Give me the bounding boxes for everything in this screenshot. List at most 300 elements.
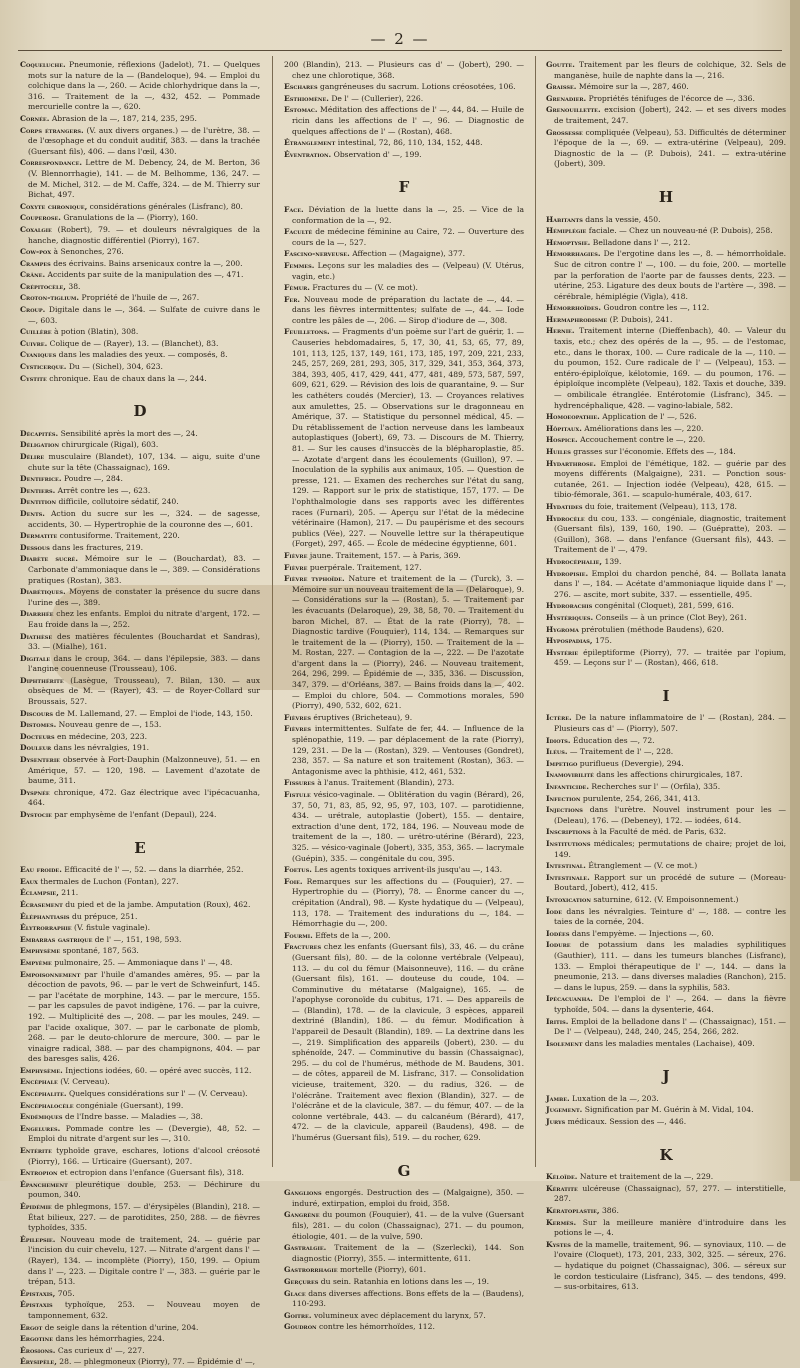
entry-text: médicaux. Session des —, 446.: [567, 1117, 687, 1127]
index-entry: [284, 295, 524, 327]
index-entry: [20, 1334, 260, 1345]
entry-heading: Eaux: [20, 876, 38, 886]
entry-heading: Cuivre.: [20, 338, 48, 348]
entry-heading: Hospice.: [546, 435, 578, 445]
entry-text: dans les fractures, 219.: [52, 542, 144, 552]
entry-text: et ectropion dans l'enfance (Guersant fils), 318.: [60, 1168, 244, 1178]
entry-heading: Dermatite: [20, 531, 58, 541]
entry-text: du foie, traitement (Velpeau), 113, 178.: [584, 501, 737, 511]
entry-heading: Kystes: [546, 1239, 571, 1249]
entry-heading: Grenouillette.: [546, 105, 601, 115]
index-entry: [546, 895, 786, 906]
entry-text: du cou, 133. — congéniale, diagnostic, traitement (Guersant fils), 139, 160, 190. — (Guépratte), 203. — (Guillon), 368. — dans l'enfance (Guersant fils), 443. — Traitement de l' —, 479.: [554, 513, 787, 555]
entry-text: Mémoire sur la —, 287, 460.: [578, 82, 689, 92]
entry-heading: Inscriptions: [546, 827, 591, 837]
entry-heading: Entérite: [20, 1146, 52, 1156]
entry-heading: Impetigo: [546, 758, 578, 768]
entry-heading: Intoxication: [546, 894, 591, 904]
entry-text: à la Faculté de méd. de Paris, 632.: [593, 827, 727, 837]
index-entry: [20, 609, 260, 630]
index-entry: [546, 794, 786, 805]
entry-heading: Décapités.: [20, 428, 59, 438]
entry-heading: Ictère.: [546, 713, 572, 723]
entry-text: dans les hémorrhagies, 224.: [55, 1334, 165, 1344]
entry-heading: Dessous: [20, 542, 50, 552]
entry-text: Application de l' —, 526.: [602, 412, 697, 422]
entry-text: Poudre —, 284.: [63, 474, 123, 484]
section-letter: E: [134, 838, 146, 857]
entry-text: congéniale (Guersant), 199.: [75, 1100, 184, 1110]
entry-text: à l'anus. Traitement (Blandin), 273.: [317, 778, 455, 788]
entry-heading: Déligation: [20, 440, 60, 450]
entry-heading: Jugement.: [546, 1105, 583, 1115]
entry-heading: Fièvres: [284, 724, 311, 734]
page-number: — 2 —: [370, 30, 430, 48]
entry-heading: Étranglement: [284, 138, 336, 148]
index-entry: [546, 940, 786, 993]
entry-heading: Hémorrhoïdes.: [546, 303, 602, 313]
entry-heading: Encéphalocèle: [20, 1100, 74, 1110]
entry-heading: Douleur: [20, 743, 52, 753]
entry-text: du prépuce, 251.: [71, 911, 138, 921]
index-entry: [20, 247, 260, 258]
index-entry: [546, 303, 786, 314]
index-entry: [284, 1289, 524, 1310]
entry-text: Moyens de constater la présence du sucre dans l'urine des —, 389.: [28, 587, 260, 607]
entry-heading: Emphysème.: [20, 1065, 63, 1075]
entry-text: jaune. Traitement, 157. — à Paris, 369.: [309, 550, 461, 560]
entry-heading: Digitale: [20, 653, 51, 663]
entry-heading: Grossesse: [546, 127, 583, 137]
entry-text: Accouchement contre le —, 220.: [580, 435, 706, 445]
entry-heading: Hydropisie.: [546, 568, 589, 578]
index-entry: [284, 1322, 524, 1333]
entry-text: 139.: [604, 556, 622, 566]
entry-text: en médecine, 203, 223.: [57, 731, 147, 741]
entry-heading: Hygroma: [546, 624, 579, 634]
entry-text: (Robert), 79. — et douleurs névralgiques de la hanche, diagnostic différentiel (Piorry), 167.: [28, 224, 260, 245]
entry-text: contusiforme. Traitement, 220.: [59, 531, 180, 541]
index-entry: [284, 563, 524, 574]
entry-text: vésico-vaginale. — Oblitération du vagin (Bérard), 26, 37, 50, 71, 83, 85, 92, 95, 97, 103, 107. — parotidienne, 434. — urétrale, autoplastie (Jobert), 155. — dentaire, extraction d'une dent, 172, 184, 196. — Nouveau mode de traitement de la —, 180. — urétro-utérine (Bérard), 223, 325. — vésico-vaginale (Jobert), 335, 353, 365. — lacrymale (Guépin), 335. — congénitale du cou, 395.: [292, 790, 525, 863]
entry-text: Conseils — à un prince (Clot Bey), 261.: [595, 612, 747, 622]
entry-text: compliquée (Velpeau), 53. Difficultés de déterminer l'époque de la —, 69. — extra-utérine (Velpeau), 209. Diagnostic de la — (P. Dubois), 241. — extra-utérine (Jobert), 309.: [554, 127, 786, 169]
index-entry: [20, 305, 260, 326]
entry-text: dans les névralgies, 191.: [53, 743, 150, 753]
entry-text: dans les maladies des yeux. — composés, 8.: [58, 350, 228, 360]
entry-text: de M. Lallemand, 27. — Emploi de l'iode, 143, 150.: [55, 708, 253, 718]
index-entry: [284, 94, 524, 105]
entry-text: de l'Indre basse. — Maladies —, 38.: [64, 1112, 203, 1122]
index-entry: [20, 1180, 260, 1201]
index-entry: [20, 158, 260, 200]
entry-heading: Écrasement: [20, 899, 63, 909]
entry-text: Du — (Sichel), 304, 623.: [68, 362, 163, 372]
index-entry: [20, 1101, 260, 1112]
index-entry: [20, 654, 260, 675]
index-entry: [546, 82, 786, 93]
index-entry: [546, 514, 786, 556]
index-entry: [284, 1311, 524, 1322]
index-entry: [20, 1357, 260, 1368]
entry-text: De l'ergotine dans les —, 8. — hémorrhoïdale. Suc de citron contre l' —, 100. — du foie, 200. — mortelle par la perforation de l'aorte par de fausses dents, 223. — utérine, 253. Ligature des deux bouts de l'artère —, 398. — cérébrale, hémiplégie (Vigla), 418.: [554, 249, 786, 301]
entry-text: considérations générales (Lisfranc), 80.: [89, 201, 243, 211]
entry-heading: Couperose.: [20, 213, 61, 223]
entry-heading: Feuilletons.: [284, 327, 330, 337]
index-entry: [20, 225, 260, 246]
entry-heading: Iode: [546, 906, 563, 916]
entry-heading: Goutte.: [546, 60, 575, 69]
entry-heading: Iléus.: [546, 747, 568, 757]
entry-text: mortelle (Piorry), 601.: [339, 1265, 427, 1275]
entry-text: Améliorations dans les —, 220.: [584, 423, 704, 433]
entry-text: Goudron contre les —, 112.: [603, 303, 710, 313]
entry-heading: Diabétiques.: [20, 587, 66, 597]
entry-heading: Dystocie: [20, 810, 52, 819]
entry-text: puerpérale. Traitement, 127.: [309, 562, 422, 572]
index-column-3: [546, 60, 787, 1292]
entry-heading: Infection: [546, 793, 581, 803]
entry-text: pleurétique double, 253. — Déchirure du poumon, 340.: [28, 1179, 260, 1200]
index-entry: [20, 270, 260, 281]
entry-heading: Épistaxis,: [20, 1288, 56, 1298]
entry-text: Emploi du chardon penché, 84. — Bollata lanata dans l' —, 184. — Acétate d'ammoniaque liquide dans l' —, 276. — ascite, mort subite, 337. — essentielle, 495.: [554, 568, 786, 599]
entry-text: Fractures du — (V. ce mot).: [312, 283, 418, 293]
index-entry: [20, 788, 260, 809]
index-entry: [284, 1243, 524, 1264]
index-entry: [546, 601, 786, 612]
index-entry: [20, 865, 260, 876]
entry-text: Action du sucre sur les —, 324. — de sagesse, accidents, 30. — Hypertrophie de la couronne des —, 601.: [28, 508, 261, 529]
entry-heading: Docteurs: [20, 731, 55, 741]
entry-heading: Diphthérite: [20, 675, 64, 685]
section-letter: F: [398, 178, 410, 197]
entry-text: (P. Dubois), 241.: [609, 314, 673, 324]
index-entry: [546, 613, 786, 624]
entry-heading: Isolement: [546, 1038, 583, 1048]
entry-heading: Coxalgie: [20, 224, 52, 234]
entry-text: dans les névralgies. Teinture d' —, 188. — contre les taies de la cornée, 204.: [554, 906, 786, 927]
entry-heading: Empoisonnement: [20, 969, 81, 979]
index-entry: [546, 249, 786, 302]
entry-text: chronique, 472. Gaz électrique avec l'ipécacuanha, 464.: [28, 787, 260, 808]
index-entry: [20, 888, 260, 899]
entry-heading: Infanticide.: [546, 782, 589, 792]
entry-heading: Hermaphrodisme: [546, 314, 608, 324]
index-entry: [20, 958, 260, 969]
index-entry: [546, 1105, 786, 1116]
index-entry: [546, 747, 786, 758]
index-entry: [20, 282, 260, 293]
index-entry: [20, 531, 260, 542]
entry-text: de phlegmons, 157. — d'érysipèles (Blandin), 218. — État bilieux, 227. — de parotidites, 250, 288. — de fièvres typhoïdes, 335.: [28, 1202, 260, 1233]
index-entry: [546, 929, 786, 940]
index-entry: [284, 877, 524, 930]
entry-heading: Fièvres: [284, 712, 311, 722]
entry-text: gangréneuses du sacrum. Lotions créosotées, 106.: [319, 82, 516, 92]
entry-heading: Jurys: [546, 1117, 566, 1127]
entry-heading: Iodées: [546, 928, 570, 938]
section-letter: H: [658, 187, 674, 206]
index-entry: [20, 202, 260, 213]
index-entry: [546, 1017, 786, 1038]
index-entry: [546, 1039, 786, 1050]
index-entry: [20, 126, 260, 158]
section-letter: I: [662, 686, 670, 705]
index-entry: [546, 105, 786, 126]
index-entry: [20, 293, 260, 304]
entry-text: engorgés. Destruction des — (Malgaigne), 350. — induré, extirpation, emploi du froid, 358.: [292, 1188, 524, 1208]
entry-text: De l'emploi de l' —, 264. — dans la fièvre typhoïde, 504. — dans la dysenterie, 464.: [554, 994, 786, 1014]
entry-heading: Coxyte chronique,: [20, 201, 88, 211]
index-entry: [546, 1094, 786, 1105]
index-entry: [546, 315, 786, 326]
entry-text: — Fragments d'un poème sur l'art de guérir, 1. — Causeries hebdomadaires, 5, 17, 30, 41, 53, 65, 77, 89, 101, 113, 125, 137, 149, 161, 173, 185, 197, 209, 221, 233, 245, 257, 269, 281, 293, 305, 317, 329, 341, 353, 364, 373, 384, 393, 405, 417, 429, 441, 477, 481, 489, 573, 587, 597, 609, 621, 629. — Révision des lois de quarantaine, 9. — Sur les cathéters coudés (Mercier), 13. — Croyances relatives aux amulettes, 25. — Observations sur le dragonneau en Amérique, 37. — Statistique du personnel médical, 45. — Du rétablissement de l'action nerveuse dans les lambeaux autoplastiques (Jobert), 69, 73. — Discours de M. Thierry, 81. — Sur les causes d'insuccès de la blépharoplastie, 85. — Azotate d'argent dans les écoulements (Guillon), 97. — Inoculation de la syphilis aux animaux, 105. — Question de presse, 121. — Examen des recherches sur l'état du sang, 129. — Rapport sur le prix de statistique, 157, 177. — De l'ophthalmologie dans ses rapports avec les différentes races (Furnari), 205. — Aperçu sur l'état de la médecine vétérinaire (Hamon), 217. — Du paupérisme et des secours publics (Vée), 227. — Nouvelle lettre sur la thérapeutique (Forget), 297, 465. — École de médecine égyptienne, 601.: [292, 327, 525, 549]
entry-heading: Éclampsie,: [20, 888, 59, 898]
index-entry: [546, 1218, 786, 1239]
entry-text: Affection — (Magaigne), 377.: [352, 249, 466, 259]
entry-heading: Hémiplégie: [546, 226, 587, 236]
entry-text: Nature et traitement de la —, 229.: [579, 1172, 714, 1182]
index-entry: [546, 1184, 786, 1205]
index-entry: [20, 877, 260, 888]
entry-text: Emploi de la belladone dans l' — (Chassaignac), 151. — De l' — (Velpeau), 248, 240, 245, 254, 266, 282.: [554, 1016, 786, 1037]
entry-text: Accidents par suite de la manipulation des —, 471.: [47, 270, 244, 280]
entry-text: Nouveau genre de —, 153.: [58, 720, 162, 730]
entry-text: à potion (Blatin), 308.: [53, 327, 139, 337]
entry-text: de l' —, 151, 198, 593.: [94, 934, 182, 944]
entry-heading: Hystérie: [546, 647, 579, 657]
entry-text: par l'huile d'amandes amères, 95. — par la décoction de pavots, 96. — par le vert de Schweinfurt, 145. — par l'acétate de morphine, 143. — par le mercure, 155. — par les capsules de pavot indigène, 176. — par la cuivre, 192. — Multiplicité des —, 208. — par les moules, 249. — par l'acide oxalique, 307. — par le carbonate de plomb, 268. — par le deuto-chlorure de mercure, 300. — par le vinaigre radical, 388. — par des champignons, 404. — par des baresges salis, 426.: [28, 969, 260, 1064]
index-entry: [284, 713, 524, 724]
index-entry: [546, 759, 786, 770]
entry-text: 386.: [601, 1206, 619, 1216]
entry-heading: Intestinal.: [546, 861, 586, 871]
index-entry: [20, 1124, 260, 1145]
entry-heading: Ipécacuanha.: [546, 994, 593, 1004]
index-entry: [284, 283, 524, 294]
index-entry: [20, 1235, 260, 1288]
entry-text: chirurgicale (Rigal), 603.: [61, 440, 159, 450]
entry-heading: Embarras gastrique: [20, 934, 93, 944]
index-entry: [284, 249, 524, 260]
entry-text: Traitement de la — (Szerlecki), 144. Son diagnostic (Piorry), 355. — intermittente, 611.: [292, 1243, 524, 1263]
entry-text: Granulations de la — (Piorry), 160.: [63, 213, 199, 223]
entry-text: De la nature inflammatoire de l' — (Rostan), 284. — Plusieurs cas d' — (Piorry), 507.: [554, 713, 786, 734]
entry-heading: Kéloïde.: [546, 1172, 578, 1182]
entry-heading: Fourmi.: [284, 930, 313, 940]
entry-heading: Fièvre typhoïde.: [284, 574, 345, 584]
entry-text: saturnine, 612. (V. Empoisonnement.): [593, 894, 739, 904]
index-entry: [20, 970, 260, 1065]
entry-text: Étranglement — (V. ce mot.): [588, 861, 698, 871]
index-entry: [546, 736, 786, 747]
entry-text: contre les hémorrhoïdes, 112.: [319, 1322, 435, 1332]
entry-text: spontané, 187, 563.: [62, 946, 139, 956]
entry-text: 28. — phlegmoneux (Piorry), 77. — Épidémie d' —,: [59, 1357, 256, 1367]
entry-text: dans les affections chirurgicales, 187.: [596, 770, 743, 780]
index-entry: [546, 1240, 786, 1293]
entry-heading: Estomac.: [284, 105, 318, 115]
entry-heading: Hydrorachis: [546, 601, 593, 611]
entry-text: éruptives (Bricheteau), 9.: [313, 712, 413, 722]
entry-heading: Diarrhée: [20, 609, 54, 619]
index-entry: [546, 636, 786, 647]
entry-heading: Épidémie: [20, 1202, 52, 1211]
entry-heading: Fer.: [284, 294, 301, 304]
index-entry: [20, 632, 260, 653]
entry-text: observée à Fort-Dauphin (Malzonneuve), 51. — en Amérique, 57. — 120, 198. — Lavement d'azotate de baume, 311.: [28, 755, 260, 786]
entry-heading: Huiles: [546, 447, 571, 456]
index-entry: [20, 743, 260, 754]
entry-text: 38.: [68, 281, 81, 291]
index-entry: [284, 724, 524, 777]
index-entry: [284, 1265, 524, 1276]
entry-heading: Éléphantiasis: [20, 911, 70, 921]
entry-text: (V. aux divers organes.) — de l'urètre, 38. — de l'œsophage et du conduit auditif, 383. — dans la trachée (Guersant fils), 406. — dans l'œil, 430.: [28, 125, 260, 156]
entry-heading: Hémorrhagies.: [546, 249, 601, 259]
section-letter: K: [659, 1145, 673, 1164]
index-entry: [546, 226, 786, 237]
entry-heading: Croton-tiglium.: [20, 293, 80, 303]
entry-heading: Jambe.: [546, 1093, 570, 1103]
index-entry: [20, 709, 260, 720]
entry-heading: Crampes: [20, 258, 51, 268]
entry-heading: Grenadier.: [546, 93, 587, 103]
index-entry: [20, 587, 260, 608]
entry-heading: Fractures: [284, 942, 322, 952]
entry-text: puriflueus (Devergie), 294.: [579, 758, 684, 768]
index-entry: [284, 778, 524, 789]
entry-text: de la mamelle, traitement, 96. — synoviaux, 110. — de l'ovaire (Cloquet), 173, 201, 233, 302, 325. — séreux, 276. — hydatique du poignet (Chassaignac), 306. — séreux sur le cordon testiculaire (Lisfranc), 345. — des tendons, 499. — sus-orbitaires, 613.: [554, 1239, 786, 1292]
entry-text: Lettre de M. Debency, 24, de M. Berton, 36 (V. Blennorrhagie), 141. — de M. Belhomme, 136, 247. — de M. Michel, 312. — de M. Caffe, 324. — de M. Thierry sur Bichat, 497.: [28, 158, 260, 200]
entry-heading: Épanchement: [20, 1179, 68, 1189]
entry-heading: Gerçures: [284, 1276, 319, 1286]
entry-heading: Face.: [284, 204, 304, 214]
entry-heading: Endémiques: [20, 1112, 63, 1122]
entry-heading: Érysipèle,: [20, 1357, 57, 1367]
entry-text: Rapport sur un procédé de suture — (Moreau-Boutard, Jobert), 412, 415.: [554, 872, 786, 893]
entry-heading: Encéphalite.: [20, 1089, 67, 1099]
entry-text: des écrivains. Bains arsenicaux contre la —, 200.: [53, 258, 243, 268]
index-entry: [546, 215, 786, 226]
index-entry: [546, 326, 786, 411]
index-entry: [284, 105, 524, 137]
index-entry: [284, 150, 524, 161]
entry-heading: Goitre.: [284, 1310, 312, 1320]
index-entry: [20, 497, 260, 508]
entry-text: — Traitement de l' —, 228.: [569, 747, 674, 757]
index-entry: [20, 720, 260, 731]
entry-text: du sein. Ratanhia en lotions dans les —, 19.: [320, 1276, 490, 1286]
index-entry: [20, 900, 260, 911]
entry-text: Leçons sur les maladies des — (Velpeau) (V. Utérus, vagin, etc.): [292, 260, 524, 281]
entry-text: (Lasègue, Trousseau), 7. Bilan, 130. — aux obsèques de M. — (Rayer), 43. — de Royer-Collard sur Broussais, 527.: [28, 675, 260, 707]
entry-text: Nature et traitement de la — (Turck), 3. — Mémoire sur un nouveau traitement de la — (Delaroque), 9. — Considérations sur la — (Rostan), 5. — Traitement par les évacuants (Delaroque), 29, 38, 58, 70. — Traitement du baron Michel, 87. — État de la rate (Piorry), 78. — Diagnostic tardive (Fouquier), 114, 134. — Remarques sur le traitement de la — (Piorry), 150. — Traitement de la — M. Rostan, 227. — Contagion de la —, 222. — De l'azotate d'argent dans la — (Piorry), 246. — Nouveau traitement, 264, 296, 299. — Épidémie de —, 335, 336. — Discussion, 347, 379. — d'Orléans, 387. — Bains froids dans la —, 402. — Emploi du chlore, 504. — Commotions morales, 590 (Piorry), 490, 532, 602, 621.: [292, 574, 525, 711]
entry-heading: Hystériques.: [546, 612, 594, 622]
index-column-2: [284, 60, 525, 1332]
index-entry: [20, 935, 260, 946]
index-entry: [20, 1300, 260, 1321]
entry-text: chez les enfants. Emploi du nitrate d'argent, 172. — Eau froide dans la —, 252.: [28, 609, 260, 629]
entry-heading: Institutions: [546, 839, 591, 848]
index-entry: [546, 994, 786, 1015]
entry-text: (V. fistule vaginale).: [74, 923, 151, 933]
entry-heading: Hydatides: [546, 501, 583, 511]
entry-heading: Esthiomène.: [284, 93, 329, 103]
entry-text: dans l'urètre. Nouvel instrument pour les — (Deleau), 176. — (Debeney), 172. — iodées, 614.: [554, 805, 786, 825]
index-entry: [20, 374, 260, 385]
index-entry: [20, 474, 260, 485]
entry-text: 211.: [61, 888, 79, 898]
index-entry: [284, 60, 524, 81]
entry-heading: Encéphale: [20, 1077, 58, 1087]
entry-text: excision (Jobert), 242. — et ses divers modes de traitement, 247.: [554, 105, 786, 125]
index-entry: [20, 60, 260, 113]
entry-text: Remarques sur les affections du — (Fouquier), 27. — Hypertrophie du — (Piorry), 78. — Énorme cancer du —, crépitation (Andral), 98. — Kyste hydatique du — (Velpeau), 113, 178. — Traitement des indurations du —, 184. — Hémorrhagie du —, 200.: [292, 876, 524, 929]
index-entry: [284, 205, 524, 226]
entry-text: difficile, collutoire sédatif, 240.: [58, 497, 179, 507]
index-entry: [546, 128, 786, 170]
entry-text: Déviation de la luette dans la —, 25. — Vice de la conformation de la —, 92.: [292, 204, 524, 225]
entry-heading: Fascino-nerveuse.: [284, 249, 350, 259]
index-entry: [546, 60, 786, 81]
entry-text: chez les enfants (Guersant fils), 33, 46. — du crâne (Guersant fils), 80. — de la colonne vertébrale (Velpeau), 113. — du col du fémur (Maisonneuve), 116. — du crâne (Guersant fils), 161. — douteuse du coude, 104. — Comminutive du métatarse (Malgaigne), 165. — de l'apophyse coronoïde du cubitus, 171. — Des appareils de — (Blandin), 178. — de la clavicule, 3 espèces, appareil dextriné (Blandin), 186. — du fémur. Modification à l'appareil de Desault (Blandin), 189. — La dextrine dans les —, 219. Simplification des appareils (Jobert), 230. — du sphénoïde, 247. — Comminutive du bassin (Chassaignac), 295. — du col de l'humérus, méthode de M. Baudens, 301. — de côtes, appareil de M. Lisfranc, 317. — Consolidation vicieuse, traitement, 320. — du radius, 326. — de l'olécrâne. Traitement avec flexion (Blandin), 327. — de l'olécrâne et de la clavicule, 387. — du fémur, 407. — de la colonne vertébrale, 443. — du calcanéum (Bérard), 417, 472. — de la clavicule, appareil (Baudens), 498. — de l'humérus (Guersant fils), 519. — du rocher, 629.: [292, 942, 524, 1142]
index-entry: [546, 907, 786, 928]
entry-text: chronique. Eau de chaux dans la —, 244.: [49, 373, 207, 383]
entry-text: Sensibilité après la mort des —, 24.: [60, 428, 198, 438]
entry-heading: Inamovibilité: [546, 770, 594, 780]
index-entry: [20, 554, 260, 586]
index-entry: [546, 447, 786, 458]
entry-heading: Fissures: [284, 778, 315, 788]
entry-heading: Gastrorrhagie: [284, 1265, 338, 1275]
entry-text: Arrêt contre les —, 623.: [57, 485, 151, 495]
entry-text: faciale. — Chez un nouveau-né (P. Dubois), 258.: [588, 226, 773, 236]
entry-text: Pneumonie, réflexions (Jadelot), 71. — Quelques mots sur la nature de la — (Bandeloque), 94. — Emploi du colchique dans la —, 260. — Acide chlorhydrique dans la —, 316. — Traitement de la —, 432, 452. — Pommade mercurielle contre la —, 620.: [28, 60, 260, 112]
index-entry: [284, 82, 524, 93]
entry-text: Nouveau mode de traitement, 24. — guérie par l'incision du cuir chevelu, 127. — Nitrate d'argent dans l' — (Rayer), 134. — incomplète (Piorry), 150, 199. — Opium dans l' —, 223. — Digitale contre l' —, 383. — guérie par le trépan, 513.: [28, 1234, 260, 1287]
index-entry: [546, 770, 786, 781]
entry-heading: Ergot: [20, 1322, 43, 1332]
entry-heading: Kermès.: [546, 1217, 577, 1227]
entry-heading: Érosions.: [20, 1345, 56, 1355]
index-entry: [284, 138, 524, 149]
index-entry: [20, 1146, 260, 1167]
entry-text: à Senonches, 276.: [53, 247, 124, 257]
entry-text: 200 (Blandin), 213. — Plusieurs cas d' — (Jobert), 290. — chez une chlorotique, 368.: [284, 60, 524, 80]
entry-text: dans diverses affections. Bons effets de la — (Baudens), 110-293.: [292, 1288, 524, 1309]
index-entry: [20, 1077, 260, 1088]
entry-text: Colique de — (Rayer), 13. — (Blanchet), 83.: [49, 338, 219, 348]
entry-heading: Iritis.: [546, 1016, 569, 1026]
entry-text: De l' — (Cullerier), 226.: [331, 93, 424, 103]
index-entry: [546, 557, 786, 568]
entry-heading: Cow-pox: [20, 247, 52, 257]
index-entry: [284, 227, 524, 248]
entry-text: Recherches sur l' — (Orfila), 335.: [591, 782, 721, 792]
index-entry: [284, 261, 524, 282]
entry-heading: Eschares: [284, 82, 318, 92]
entry-text: de seigle dans la rétention d'urine, 204.: [44, 1322, 199, 1332]
entry-text: par emphysème de l'enfant (Depaul), 224.: [54, 810, 217, 819]
index-entry: [546, 1172, 786, 1183]
entry-text: Nouveau mode de préparation du lactate de —, 44. — dans les fièvres intermittentes; sulfate de —, 44. — Iode contre les pâles de —, 206. — Sirop d'iodure de —, 308.: [292, 294, 524, 325]
entry-heading: Corps étrangers.: [20, 125, 84, 135]
entry-heading: Glace: [284, 1288, 306, 1298]
index-entry: [20, 1066, 260, 1077]
entry-text: intermittentes. Sulfate de fer, 44. — Influence de la splénopathie, 119. — par déplacement de la rate (Piorry), 129, 231. — De la — (Rostan), 329. — Ventouses (Gondret), 238, 357. — Sa nature et son traitement (Rostan), 363. — Antagonisme avec la phthisie, 412, 461, 532.: [292, 724, 524, 776]
